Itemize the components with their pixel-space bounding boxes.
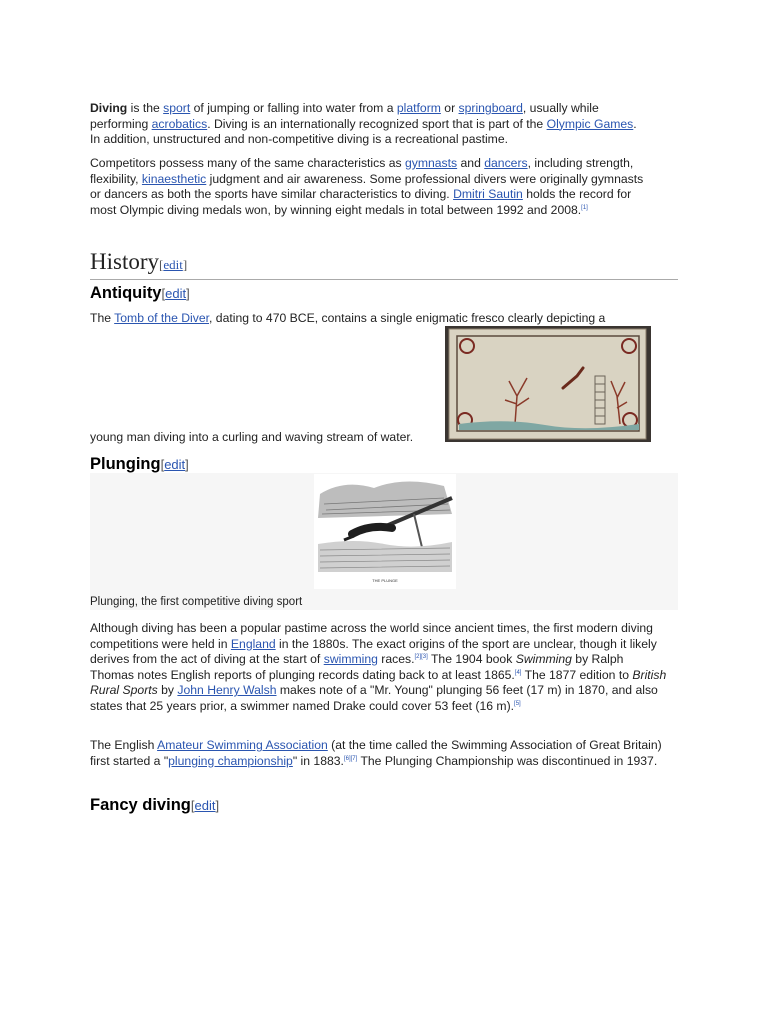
reference-5[interactable]: [5] bbox=[514, 700, 521, 707]
intro-paragraph-1: Diving is the sport of jumping or falling into water from a platform or springboard, usually while performing acrobatics. Diving is an internationally recognized sport that is part of the Olympic Games. In addition, unstructured and non-competitive diving is a recreational pastime. bbox=[90, 101, 637, 147]
term-diving: Diving bbox=[90, 101, 128, 115]
heading-fancy-diving: Fancy diving[edit] bbox=[90, 796, 220, 814]
link-dmitri-sautin[interactable]: Dmitri Sautin bbox=[453, 187, 523, 202]
plunging-paragraph-1: Although diving has been a popular pastime across the world since ancient times, the first modern diving competitions were held in England in the 1880s. The exact origins of the sport are unclear, though it likely derives from the act of diving at the start of swimming races.[2][3] The 1904 book Swimming by Ralph Thomas notes English reports of plunging records dating back to at least 1865.[4] The 1877 edition to British Rural Sports by John Henry Walsh makes note of a "Mr. Young" plunging 56 feet (17 m) in 1870, and also states that 25 years prior, a swimmer named Drake could cover 53 feet (16 m).[5] bbox=[90, 621, 667, 713]
antiquity-text-line-2: young man diving into a curling and waving stream of water. bbox=[90, 430, 414, 444]
link-acrobatics[interactable]: acrobatics bbox=[151, 116, 208, 131]
fresco-illustration bbox=[445, 326, 651, 442]
link-gymnasts[interactable]: gymnasts bbox=[404, 156, 458, 170]
plunging-caption: Plunging, the first competitive diving sport bbox=[90, 596, 303, 608]
edit-link-fancy-diving[interactable]: edit bbox=[194, 798, 216, 813]
reference-2-3[interactable]: [2][3] bbox=[414, 654, 428, 661]
plunging-figure bbox=[90, 473, 678, 610]
link-sport[interactable]: sport bbox=[163, 101, 191, 115]
tomb-of-the-diver-image[interactable] bbox=[445, 326, 651, 442]
heading-plunging: Plunging[edit] bbox=[90, 455, 189, 473]
plunging-image[interactable] bbox=[314, 474, 456, 589]
plunging-paragraph-2: The English Amateur Swimming Association (at the time called the Swimming Association of Great Britain) first started a "plunging championship" in 1883.[6][7] The Plunging Championship was discontinued in 1937. bbox=[90, 738, 662, 768]
link-tomb-of-the-diver[interactable]: Tomb of the Diver bbox=[114, 311, 210, 325]
antiquity-text-line-1: The Tomb of the Diver, dating to 470 BCE, contains a single enigmatic fresco clearly depicting a bbox=[90, 311, 606, 325]
edit-link-antiquity[interactable]: edit bbox=[165, 286, 187, 301]
edit-link-plunging[interactable]: edit bbox=[164, 457, 186, 472]
edit-section-fancy-diving: [edit] bbox=[190, 798, 220, 813]
heading-history: History[edit] bbox=[90, 249, 678, 280]
link-john-henry-walsh[interactable]: John Henry Walsh bbox=[177, 683, 277, 698]
link-england[interactable]: England bbox=[230, 636, 276, 651]
link-springboard[interactable]: springboard bbox=[458, 101, 523, 115]
link-amateur-swimming-association[interactable]: Amateur Swimming Association bbox=[157, 738, 328, 752]
reference-4[interactable]: [4] bbox=[514, 669, 522, 676]
link-swimming[interactable]: swimming bbox=[323, 652, 378, 667]
heading-antiquity: Antiquity[edit] bbox=[90, 284, 190, 302]
edit-section-plunging: [edit] bbox=[160, 457, 189, 472]
link-plunging-championship[interactable]: plunging championship bbox=[168, 753, 293, 768]
edit-link-history[interactable]: edit bbox=[163, 257, 183, 272]
plunging-engraving bbox=[314, 474, 456, 589]
engraving-label: THE PLUNGE bbox=[372, 578, 398, 583]
edit-section-history: [edit] bbox=[159, 257, 188, 272]
reference-1[interactable]: [1] bbox=[581, 204, 588, 211]
link-dancers[interactable]: dancers bbox=[484, 156, 528, 170]
link-kinaesthetic[interactable]: kinaesthetic bbox=[141, 171, 207, 186]
link-platform[interactable]: platform bbox=[396, 101, 441, 115]
intro-paragraph-2: Competitors possess many of the same characteristics as gymnasts and dancers, including strength, flexibility, kinaesthetic judgment and air awareness. Some professional divers were originally gymnasts or dancers as both the sports have similar characteristics to diving. Dmitri Sautin holds the record for most Olympic diving medals won, by winning eight medals in total between 1992 and 2008.[1] bbox=[90, 156, 644, 217]
edit-section-antiquity: [edit] bbox=[161, 286, 190, 301]
link-olympic-games[interactable]: Olympic Games bbox=[546, 116, 634, 131]
reference-6-7[interactable]: [6][7] bbox=[343, 755, 358, 762]
